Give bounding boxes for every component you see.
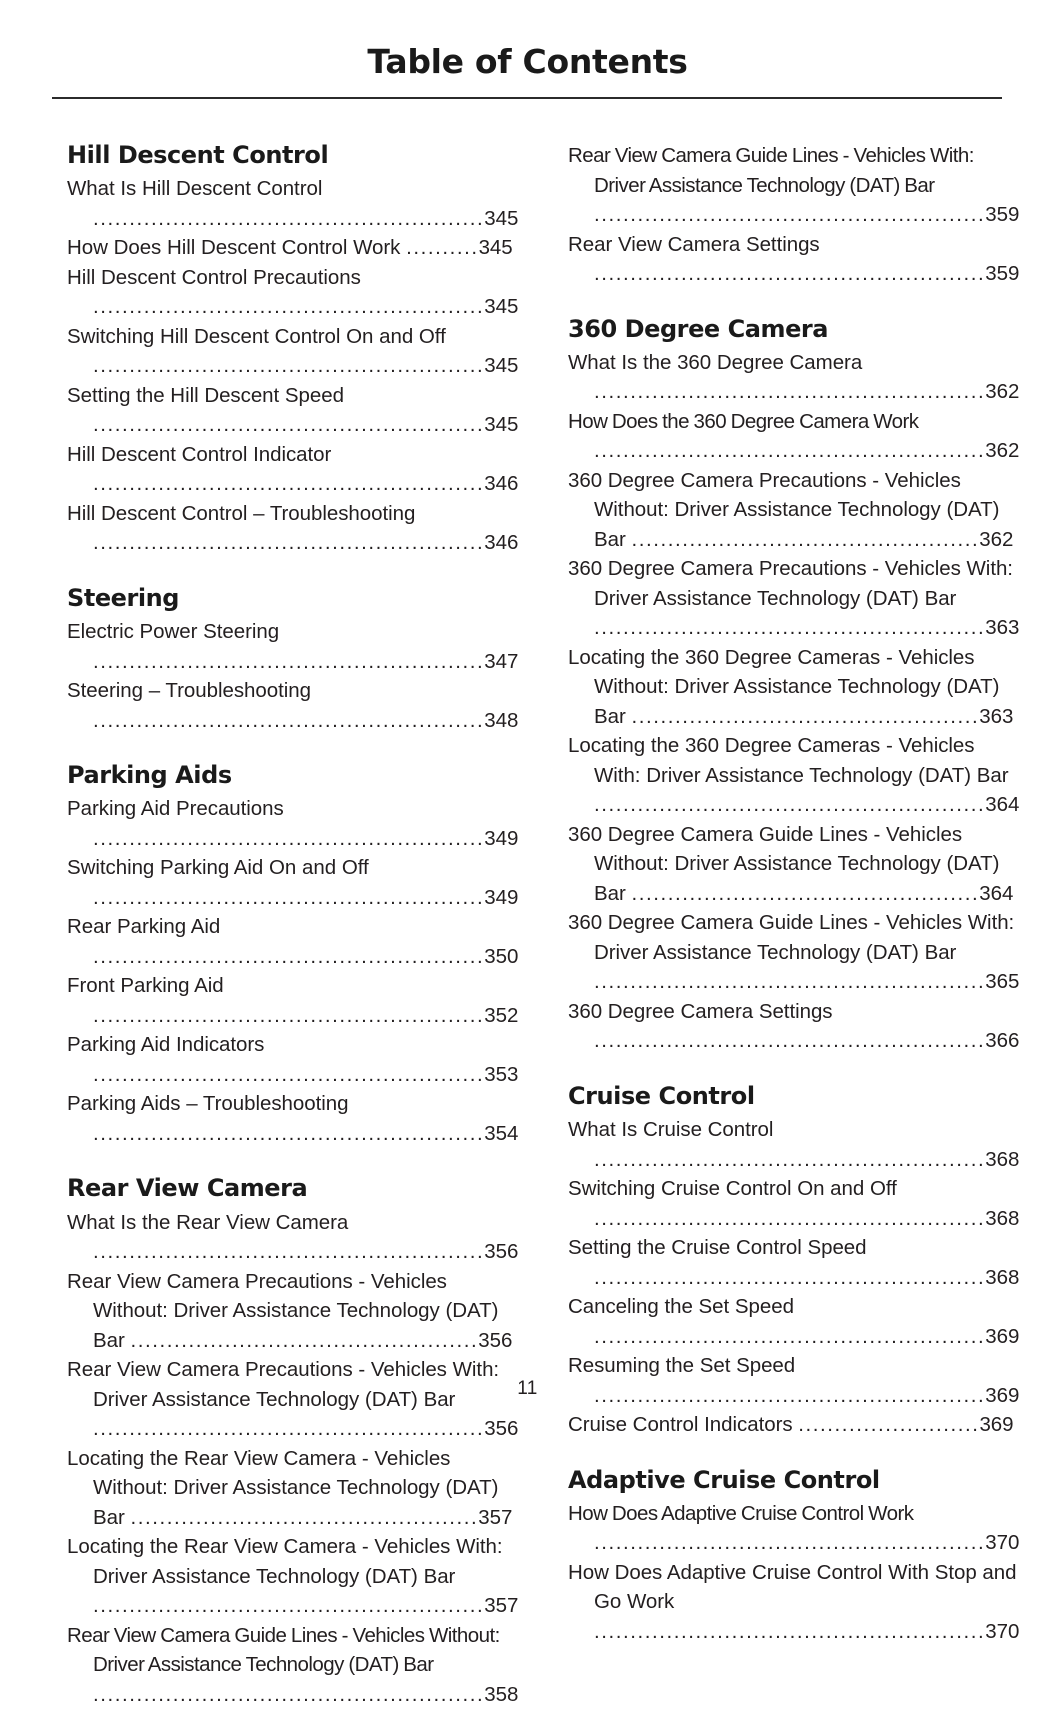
toc-entry-title: How Does Adaptive Cruise Control With Stop and Go Work <box>568 1560 1017 1614</box>
toc-entry-title: Canceling the Set Speed <box>568 1295 794 1319</box>
toc-entry[interactable] <box>67 174 520 233</box>
toc-entry-page: 368 <box>985 1206 1020 1230</box>
dot-leader: ...................................................... <box>93 944 485 968</box>
toc-entry-page: 369 <box>979 1413 1014 1437</box>
toc-entry-page: 346 <box>484 472 519 496</box>
toc-entry[interactable] <box>568 230 1021 289</box>
toc-entry-title: Setting the Hill Descent Speed <box>67 383 344 407</box>
dot-leader: ...................................................... <box>594 793 986 817</box>
toc-entry-page: 368 <box>985 1265 1020 1289</box>
dot-leader: ...................................................... <box>93 413 485 437</box>
toc-entry-title: Hill Descent Control Precautions <box>67 265 361 289</box>
toc-entry-page: 369 <box>985 1383 1020 1407</box>
toc-entry-title: What Is Hill Descent Control <box>67 177 323 201</box>
section-heading: Hill Descent Control <box>67 141 329 169</box>
toc-entry-title: Steering – Troubleshooting <box>67 679 311 703</box>
dot-leader: ...................................................... <box>594 1029 986 1053</box>
toc-entry-title: Switching Hill Descent Control On and Off <box>67 324 446 348</box>
toc-entry-title: 360 Degree Camera Guide Lines - Vehicles With: Driver Assistance Technology (DAT) Bar <box>568 911 1015 964</box>
header-rule <box>52 97 1002 99</box>
dot-leader: ...................................................... <box>93 826 485 850</box>
section-heading: Parking Aids <box>67 761 232 790</box>
section-heading: Adaptive Cruise Control <box>568 1465 880 1494</box>
toc-entry-page: 362 <box>985 380 1020 404</box>
dot-leader: ...................................................... <box>93 1003 485 1027</box>
toc-entry[interactable] <box>67 912 520 971</box>
toc-entry-page: 369 <box>985 1324 1020 1348</box>
toc-entry[interactable] <box>67 971 520 1030</box>
dot-leader: ...................................................... <box>93 472 485 496</box>
toc-entry-page: 362 <box>979 527 1014 551</box>
toc-entry-title: Resuming the Set Speed <box>568 1354 796 1378</box>
toc-entry-title: Rear View Camera Settings <box>568 232 820 256</box>
toc-entry-title: 360 Degree Camera Guide Lines - Vehicles Without: Driver Assistance Technology (DAT) Bar <box>568 822 1000 905</box>
dot-leader: ...................................................... <box>594 1531 986 1555</box>
toc-entry[interactable] <box>67 1030 520 1089</box>
right-column <box>568 141 1021 1646</box>
dot-leader: ...................................................... <box>594 1383 986 1407</box>
toc-entry-page: 352 <box>484 1003 519 1027</box>
toc-entry-page: 357 <box>478 1505 513 1529</box>
toc-entry[interactable] <box>67 233 520 263</box>
toc-entry-title: Hill Descent Control – Troubleshooting <box>67 501 416 525</box>
dot-leader: ...................................................... <box>93 1417 485 1441</box>
page-number: 11 <box>517 1378 538 1399</box>
toc-entry-title: Locating the Rear View Camera - Vehicles Without: Driver Assistance Technology (DAT) Bar <box>67 1446 499 1529</box>
dot-leader: ...................................................... <box>93 1594 485 1618</box>
toc-entry[interactable] <box>67 617 520 676</box>
toc-entry-page: 370 <box>985 1619 1020 1643</box>
toc-entry-title: Cruise Control Indicators <box>568 1413 799 1437</box>
toc-entry-title: 360 Degree Camera Settings <box>568 999 833 1023</box>
dot-leader: ...................................................... <box>93 1682 485 1706</box>
toc-entry[interactable] <box>568 1233 1021 1292</box>
toc-entry[interactable] <box>67 499 520 558</box>
toc-entry-title: Switching Parking Aid On and Off <box>67 856 369 880</box>
toc-section <box>67 1174 520 1709</box>
toc-entry-page: 363 <box>979 704 1014 728</box>
toc-entry[interactable] <box>67 1089 520 1148</box>
dot-leader: ...................................................... <box>594 380 986 404</box>
toc-entry-page: 353 <box>484 1062 519 1086</box>
toc-entry-title: Rear Parking Aid <box>67 915 221 939</box>
dot-leader: ...................................................... <box>93 708 485 732</box>
dot-leader: ...................................................... <box>594 970 986 994</box>
toc-entry-page: 359 <box>985 262 1020 285</box>
dot-leader: ......................... <box>798 1413 980 1437</box>
toc-entry-page: 349 <box>484 885 519 909</box>
dot-leader: ...................................................... <box>594 262 986 285</box>
toc-section <box>568 1466 1021 1647</box>
toc-entry-page: 362 <box>985 439 1020 463</box>
toc-entry[interactable] <box>568 1174 1021 1233</box>
toc-entry-page: 364 <box>985 793 1020 817</box>
toc-entry[interactable] <box>568 820 1021 909</box>
toc-entry[interactable] <box>67 1208 520 1267</box>
toc-entry-title: Parking Aids – Troubleshooting <box>67 1092 349 1116</box>
toc-entry-page: 368 <box>985 1147 1020 1171</box>
dot-leader: ...................................................... <box>594 203 986 226</box>
toc-entry-page: 348 <box>484 708 519 732</box>
toc-entry[interactable] <box>568 997 1021 1056</box>
toc-entry[interactable] <box>568 731 1021 820</box>
toc-entry-page: 345 <box>484 206 519 230</box>
dot-leader: ...................................................... <box>594 616 986 640</box>
toc-entry[interactable] <box>568 141 1021 230</box>
dot-leader: ................................................ <box>130 1328 479 1352</box>
toc-entry-title: What Is the 360 Degree Camera <box>568 350 863 374</box>
toc-entry[interactable] <box>67 853 520 912</box>
dot-leader: ...................................................... <box>93 1240 485 1264</box>
dot-leader: ...................................................... <box>594 1206 986 1230</box>
toc-entry-title: Rear View Camera Precautions - Vehicles With: Driver Assistance Technology (DAT) Bar <box>67 1358 500 1411</box>
dot-leader: ...................................................... <box>93 649 485 673</box>
toc-entry-title: Electric Power Steering <box>67 620 280 644</box>
toc-section <box>568 141 1021 289</box>
toc-entry[interactable] <box>568 643 1021 732</box>
toc-entry[interactable] <box>568 1292 1021 1351</box>
section-heading: 360 Degree Camera <box>568 314 829 343</box>
toc-entry[interactable] <box>67 322 520 381</box>
toc-entry-title: Rear View Camera Precautions - Vehicles Without: Driver Assistance Technology (DAT) Bar <box>67 1269 499 1352</box>
dot-leader: ................................................ <box>631 881 980 905</box>
toc-entry-title: How Does Adaptive Cruise Control Work <box>568 1501 914 1525</box>
page-title: Table of Contents <box>367 42 688 81</box>
toc-entry[interactable] <box>568 466 1021 555</box>
toc-entry-page: 370 <box>985 1531 1020 1555</box>
toc-entry-title: 360 Degree Camera Precautions - Vehicles Without: Driver Assistance Technology (DAT) Bar <box>568 468 1000 551</box>
dot-leader: ................................................ <box>631 527 980 551</box>
toc-entry[interactable] <box>568 1558 1021 1647</box>
toc-entry-page: 356 <box>484 1240 519 1264</box>
toc-entry-page: 363 <box>985 616 1020 640</box>
toc-entry[interactable] <box>67 1532 520 1621</box>
toc-entry-page: 366 <box>985 1029 1020 1053</box>
toc-entry-title: Setting the Cruise Control Speed <box>568 1236 867 1260</box>
toc-entry-page: 364 <box>979 881 1014 905</box>
section-heading: Steering <box>67 583 180 612</box>
toc-entry[interactable] <box>67 1444 520 1533</box>
toc-entry-title: Parking Aid Precautions <box>67 797 284 821</box>
toc-entry-page: 345 <box>484 295 519 319</box>
toc-entry-page: 345 <box>484 413 519 437</box>
left-column <box>67 141 520 1709</box>
toc-entry[interactable] <box>67 676 520 735</box>
dot-leader: ...................................................... <box>594 1324 986 1348</box>
dot-leader: ...................................................... <box>594 439 986 463</box>
toc-entry-title: Switching Cruise Control On and Off <box>568 1177 897 1201</box>
toc-section <box>67 141 520 558</box>
section-heading: Cruise Control <box>568 1081 755 1110</box>
dot-leader: ...................................................... <box>93 531 485 555</box>
dot-leader: ...................................................... <box>594 1619 986 1643</box>
toc-section <box>67 584 520 735</box>
toc-entry-title: Hill Descent Control Indicator <box>67 442 332 466</box>
toc-entry[interactable] <box>67 1621 520 1709</box>
dot-leader: .......... <box>406 236 479 260</box>
toc-entry[interactable] <box>568 908 1021 997</box>
dot-leader: ................................................ <box>130 1505 479 1529</box>
toc-entry-title: Locating the 360 Degree Cameras - Vehicles Without: Driver Assistance Technology (DAT) Bar <box>568 645 1000 728</box>
dot-leader: ...................................................... <box>93 206 485 230</box>
toc-entry-title: Rear View Camera Guide Lines - Vehicles Without: Driver Assistance Technology (DAT) Bar <box>67 1623 500 1677</box>
toc-entry[interactable] <box>67 263 520 322</box>
dot-leader: ...................................................... <box>594 1147 986 1171</box>
toc-entry-page: 357 <box>484 1594 519 1618</box>
toc-entry-page: 345 <box>478 236 513 260</box>
dot-leader: ...................................................... <box>93 1062 485 1086</box>
toc-entry[interactable] <box>568 1115 1021 1174</box>
toc-entry-page: 350 <box>484 944 519 968</box>
dot-leader: ...................................................... <box>93 1121 485 1145</box>
toc-entry-page: 358 <box>484 1682 519 1706</box>
toc-entry[interactable] <box>67 440 520 499</box>
toc-entry-title: Parking Aid Indicators <box>67 1033 265 1057</box>
toc-entry-title: Locating the 360 Degree Cameras - Vehicles With: Driver Assistance Technology (DAT) Bar <box>568 734 1009 787</box>
toc-entry[interactable] <box>568 1499 1021 1558</box>
toc-section <box>67 761 520 1148</box>
toc-entry[interactable] <box>67 794 520 853</box>
toc-entry-page: 356 <box>484 1417 519 1441</box>
toc-entry-page: 354 <box>484 1121 519 1145</box>
toc-entry-title: How Does the 360 Degree Camera Work <box>568 409 919 433</box>
toc-entry-title: What Is Cruise Control <box>568 1118 774 1142</box>
toc-entry-title: How Does Hill Descent Control Work <box>67 236 407 260</box>
section-heading: Rear View Camera <box>67 1174 308 1203</box>
toc-entry[interactable] <box>67 1267 520 1356</box>
toc-section <box>568 315 1021 1056</box>
dot-leader: ...................................................... <box>93 354 485 378</box>
toc-entry[interactable] <box>568 1410 1021 1440</box>
toc-entry-page: 346 <box>484 531 519 555</box>
toc-entry-title: Front Parking Aid <box>67 974 224 998</box>
toc-entry[interactable] <box>568 348 1021 407</box>
toc-entry-title: Locating the Rear View Camera - Vehicles With: Driver Assistance Technology (DAT) Bar <box>67 1535 503 1588</box>
toc-entry-title: Rear View Camera Guide Lines - Vehicles With: Driver Assistance Technology (DAT) Bar <box>568 144 974 197</box>
dot-leader: ...................................................... <box>594 1265 986 1289</box>
toc-columns <box>67 141 1022 1709</box>
toc-entry-page: 349 <box>484 826 519 850</box>
toc-entry[interactable] <box>67 381 520 440</box>
toc-entry-page: 365 <box>985 970 1020 994</box>
toc-entry-page: 356 <box>478 1328 513 1352</box>
toc-entry-title: What Is the Rear View Camera <box>67 1210 349 1234</box>
dot-leader: ...................................................... <box>93 295 485 319</box>
toc-entry-page: 347 <box>484 649 519 673</box>
toc-entry[interactable] <box>568 407 1021 466</box>
toc-entry[interactable] <box>568 554 1021 643</box>
toc-entry-title: 360 Degree Camera Precautions - Vehicles With: Driver Assistance Technology (DAT) Bar <box>568 557 1013 610</box>
dot-leader: ...................................................... <box>93 885 485 909</box>
toc-entry-page: 359 <box>985 203 1020 226</box>
toc-entry-page: 345 <box>484 354 519 378</box>
dot-leader: ................................................ <box>631 704 980 728</box>
